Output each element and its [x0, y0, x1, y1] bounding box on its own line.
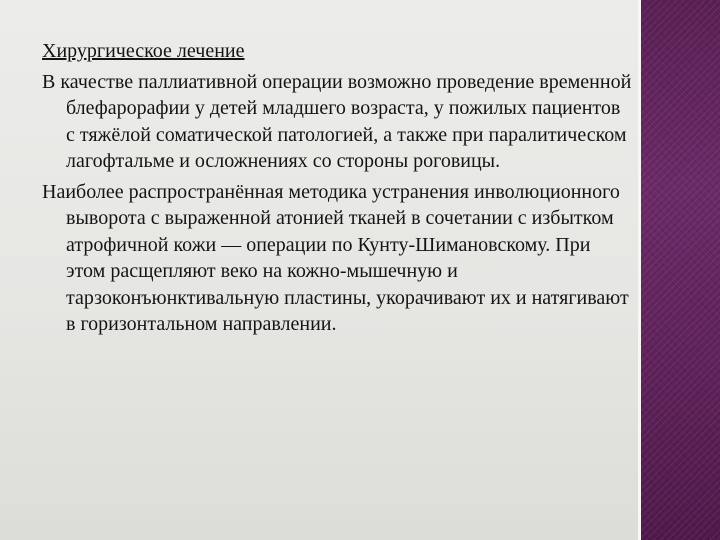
- paragraph-kuhnt-szymanowski: Наиболее распространённая методика устранения инволюционного выворота с выраженной атонией тканей в сочетании с избытком атрофичной кожи — операции по Кунту-Шимановскому. При этом расщепляют веко на кожно-мышечную и тарзоконъюнктивальную пластины, укорачивают их и натягивают в горизонтальном направлении.: [42, 180, 629, 335]
- paragraph-palliative-surgery: В качестве паллиативной операции возможно проведение временной блефарорафии у детей младшего возраста, у пожилых пациентов с тяжёлой соматической патологией, а также при паралитическом лагофтальме и осложнениях со стороны роговицы.: [42, 70, 632, 172]
- slide-heading: Хирургическое лечение: [42, 40, 245, 62]
- slide-content: [42, 38, 632, 342]
- decorative-side-band: [641, 0, 720, 540]
